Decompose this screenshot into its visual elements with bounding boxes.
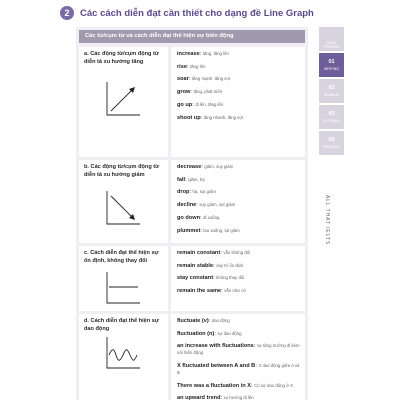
tab-listening[interactable] (319, 105, 344, 130)
section-label-cell (79, 160, 168, 243)
panel-heading: Các từ/cụm từ và cách diễn đạt thể hiện sự biến động (79, 30, 305, 43)
list-item: plummet: lao xuống, tụt giảm (177, 227, 240, 234)
section-header (60, 5, 314, 21)
tab-label: READING (323, 93, 340, 97)
list-item: remain constant: vẫn không đổi (177, 250, 251, 256)
list-item: fluctuate (v): dao động (177, 318, 230, 324)
fluctuation-graph-icon (105, 336, 141, 370)
list-item: fluctuation (n): sự dao động (177, 330, 242, 337)
section-fluctuation (79, 314, 305, 400)
list-item: remain stable: duy trì ổn định (177, 262, 244, 269)
list-item: go up: đi lên, tăng lên (177, 101, 224, 108)
tab-number: 03 (328, 111, 335, 117)
tab-number: 03 (328, 137, 335, 143)
section-title-decrease: b. Các động từ/cụm động từ diễn tả xu hướng giảm (84, 164, 160, 178)
section-items (171, 314, 305, 400)
list-item: drop: hạ, sụt giảm (177, 189, 216, 196)
section-items (171, 47, 305, 157)
list-item: increase: tăng, tăng lên (177, 51, 229, 57)
section-increase (79, 47, 305, 157)
tab-number: 01 (328, 59, 335, 65)
tab-number: 02 (328, 85, 335, 91)
section-label-cell (79, 314, 168, 400)
list-item: soar: tăng mạnh, tăng vọt (177, 76, 230, 83)
tab-speaking[interactable] (319, 131, 344, 156)
section-decrease (79, 160, 305, 243)
content-panel (76, 27, 308, 400)
list-item: grow: tăng, phát triển (177, 89, 223, 96)
tab-reading[interactable] (319, 79, 344, 104)
decrease-graph-icon (105, 190, 141, 226)
section-title: Các cách diễn đạt cần thiết cho dạng đề Line Graph (80, 7, 314, 19)
section-items (171, 160, 305, 243)
tab-writing[interactable] (319, 53, 344, 78)
list-item: stay constant: không thay đổi (177, 275, 245, 282)
list-item: rise: tăng lên (177, 63, 206, 70)
section-number-badge: 2 (60, 6, 74, 20)
list-item: remain the same: vẫn như cũ (177, 288, 246, 295)
stable-graph-icon (105, 271, 141, 305)
list-item: go down: đi xuống (177, 214, 220, 221)
tab-label: LISTENING (322, 119, 341, 123)
section-label-cell (79, 246, 168, 311)
list-item: an upward trend: xu hướng đi lên (177, 395, 254, 400)
section-stable (79, 246, 305, 311)
list-item: fall: giảm, hạ (177, 176, 205, 183)
section-title-stable: c. Cách diễn đạt thể hiện sự ổn định, không thay đổi (84, 250, 159, 264)
tab-label: BASIC TRAINING (323, 41, 340, 49)
section-title-increase: a. Các động từ/cụm động từ diễn tả xu hướng tăng (84, 51, 159, 65)
section-title-fluctuation: d. Cách diễn đạt thể hiện sự dao động (84, 318, 159, 332)
section-items (171, 246, 305, 311)
increase-graph-icon (105, 81, 141, 117)
list-item: an increase with fluctuations: sự tăng trưởng đi kèm với biến động (177, 343, 300, 356)
list-item: decrease: giảm, suy giảm (177, 164, 234, 170)
list-item: decline: suy giảm, sụt giảm (177, 202, 236, 209)
list-item: X fluctuated between A and B: X dao động giữa A và B (177, 363, 300, 375)
tab-label: SPEAKING (322, 145, 341, 149)
list-item: shoot up: tăng nhanh, tăng vọt (177, 114, 243, 121)
book-title-caption: ALL THAT IELTS (324, 195, 330, 246)
section-label-cell (79, 47, 168, 157)
tab-label: WRITING (324, 67, 339, 71)
list-item: There was a fluctuation in X: Có sự dao động ở X (177, 382, 293, 389)
tab-basic-training[interactable] (319, 27, 344, 52)
